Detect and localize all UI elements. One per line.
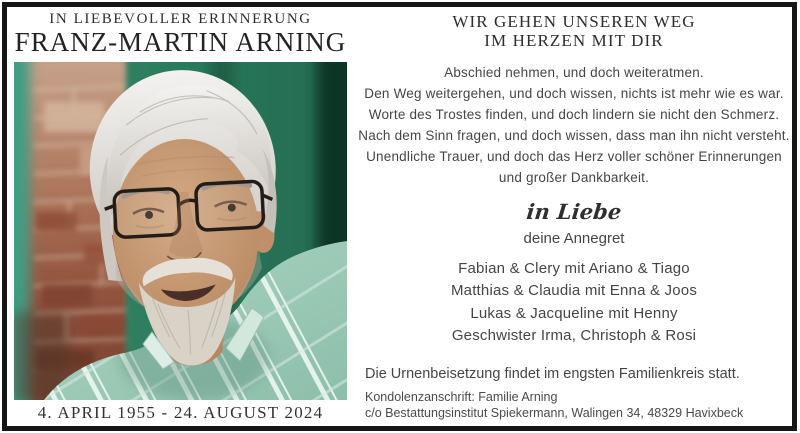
poem-line: Nach dem Sinn fragen, und doch wissen, dass man ihn nicht versteht. xyxy=(358,128,790,143)
portrait-photo xyxy=(14,62,347,400)
life-dates: 4. APRIL 1955 - 24. AUGUST 2024 xyxy=(37,403,324,422)
family-line: Matthias & Claudia mit Enna & Joos xyxy=(450,282,698,300)
condolence-line: Kondolenzanschrift: Familie Arning xyxy=(365,390,558,404)
funeral-note: Die Urnenbeisetzung findet im engsten Familienkreis statt. xyxy=(365,366,740,382)
deceased-name: FRANZ-MARTIN ARNING xyxy=(14,27,347,57)
farewell-title-line1: WIR GEHEN UNSEREN WEG xyxy=(452,12,696,31)
memorial-poem xyxy=(356,62,792,188)
family-names xyxy=(356,258,792,348)
poem-line: Abschied nehmen, und doch weiteratmen. xyxy=(444,65,704,80)
family-line: Fabian & Clery mit Ariano & Tiago xyxy=(458,260,690,277)
closing-from: deine Annegret xyxy=(523,230,625,247)
closing-script: in Liebe xyxy=(525,199,623,224)
poem-line: Unendliche Trauer, und doch das Herz voller schöner Erinnerungen xyxy=(366,149,782,164)
portrait-photo-illustration xyxy=(14,62,347,400)
family-line: Geschwister Irma, Christoph & Rosi xyxy=(451,327,697,345)
poem-line: und großer Dankbarkeit. xyxy=(498,170,650,185)
farewell-title xyxy=(356,12,792,50)
text-column xyxy=(356,0,792,433)
farewell-title-line2: IM HERZEN MIT DIR xyxy=(484,31,664,50)
poem-line: Worte des Trostes finden, und doch lindern sie nicht den Schmerz. xyxy=(368,107,780,122)
memorial-eyebrow: IN LIEBEVOLLER ERINNERUNG xyxy=(49,11,312,27)
condolence-address xyxy=(365,390,800,421)
condolence-line: c/o Bestattungsinstitut Spiekermann, Walingen 34, 48329 Havixbeck xyxy=(365,405,744,420)
family-line: Lukas & Jacqueline mit Henny xyxy=(470,304,678,322)
poem-line: Den Weg weitergehen, und doch wissen, nichts ist mehr wie es war. xyxy=(364,86,784,101)
